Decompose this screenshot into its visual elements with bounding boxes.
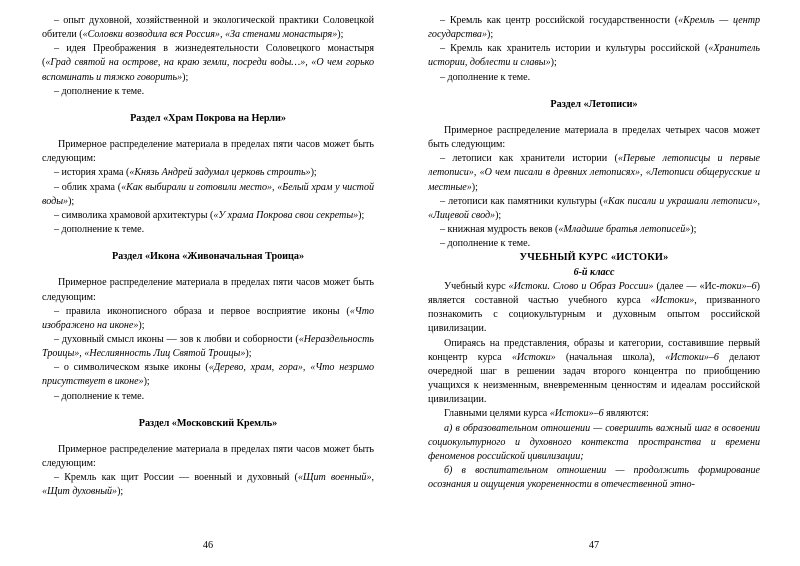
bullet-ikona-language	[42, 361, 374, 389]
bullet-hram-symbolism	[42, 209, 374, 223]
heading-ikona-troica: Раздел «Икона «Живоначальная Троица»	[111, 251, 305, 263]
text-italic-quote: «Хранитель истории, доблести и славы»	[428, 43, 760, 69]
text-italic-quote: «Младшие братья летописей»	[558, 224, 691, 236]
page-number-right: 47	[588, 540, 600, 551]
bullet-ikona-spiritual	[42, 333, 374, 361]
text-italic-title: «Истоки. Слово и Образ России»	[508, 280, 654, 292]
text-plain: );	[495, 209, 502, 221]
right-text-column	[428, 14, 760, 522]
course-paragraph-2	[428, 337, 760, 408]
intro-hram-pokrova: Примерное распределение материала в пределах пяти часов может быть следующим:	[42, 139, 374, 165]
bullet-ikona-addition: – дополнение к теме.	[54, 390, 145, 402]
text-plain: );	[690, 224, 697, 236]
text-plain: – идея Преображения в жизнедеятельности Соловецкого монастыря (	[42, 43, 374, 69]
intro-moskovskiy-kreml: Примерное распределение материала в пределах пяти часов может быть следующим:	[42, 443, 374, 470]
text-plain: – духовный смысл иконы — зов к любви и соборности (	[54, 333, 299, 345]
text-plain: – летописи как хранители истории (	[440, 153, 618, 165]
intro-letopisi: Примерное распределение материала в пределах четырех часов может быть следующим:	[428, 124, 760, 151]
text-plain: – история храма (	[54, 167, 130, 179]
text-plain: – символика храмовой архитектуры (	[54, 209, 214, 221]
bullet-letopisi-monuments	[428, 195, 760, 223]
text-plain: – облик храма (	[54, 181, 122, 193]
text-italic-quote: «Град святой на острове, на краю земли, посреди воды…», «О чем горько вспоминать и тяжко говорить»	[42, 57, 374, 83]
bullet-kreml-keeper	[428, 42, 760, 70]
text-italic-title: токи»–6	[719, 280, 757, 292]
text-plain: – летописи как памятники культуры (	[440, 195, 603, 207]
course-paragraph-3	[428, 407, 760, 421]
text-italic-quote: «Кремль — центр государства»	[428, 15, 760, 41]
page-number-left: 46	[202, 540, 214, 551]
text-plain: – книжная мудрость веков (	[440, 224, 559, 236]
text-plain: Опираясь на представления, образы и категории, составившие первый концентр курса	[428, 337, 760, 363]
course-title: УЧЕБНЫЙ КУРС «ИСТОКИ»	[519, 252, 669, 264]
course-paragraph-1	[428, 280, 760, 337]
bullet-letopisi-keepers	[428, 152, 760, 194]
text-plain: );	[550, 57, 557, 69]
course-subtitle: 6-й класс	[573, 266, 615, 278]
text-plain: – правила иконописного образа и первое восприятие иконы (	[54, 305, 350, 317]
text-plain: );	[337, 29, 344, 41]
text-italic-quote: «Дерево, храм, гора», «Что незримо присутствует в иконе»	[42, 362, 374, 388]
text-italic-quote: «Соловки возводила вся Россия», «За стенами монастыря»	[82, 29, 338, 41]
text-plain: , призванного познакомить с социокультурным и духовным опытом российской цивилизации.	[428, 295, 760, 335]
bullet-kreml-shield	[42, 471, 374, 499]
text-plain: – Кремль как щит России — военный и духовный (	[54, 472, 298, 484]
text-plain: );	[310, 167, 317, 179]
text-italic-quote: «У храма Покрова свои секреты»	[213, 209, 359, 221]
text-italic-title: «Истоки»	[511, 351, 556, 363]
text-plain: являются:	[603, 408, 649, 420]
text-italic-quote: «Как выбирали и готовили место», «Белый храм у чистой воды»	[42, 181, 374, 207]
text-italic-quote: «Что изображено на иконе»	[42, 305, 374, 331]
course-goal-b: б) в воспитательном отношении — продолжить формирование осознания и ощущения укорененности в отечественной этно-	[428, 464, 760, 491]
course-goal-a: а) в образовательном отношении — совершить важный шаг в освоении социокультурного и духовного контекста пространства и времени феноменов российской цивилизации;	[428, 422, 760, 462]
text-plain: – Кремль как хранитель истории и культуры российской (	[440, 43, 709, 55]
bullet-letopisi-addition: – дополнение к теме.	[440, 238, 531, 250]
text-plain: Главными целями курса	[444, 408, 550, 420]
bullet-hram-addition: – дополнение к теме.	[54, 224, 145, 236]
paragraph-solovki-experience	[42, 14, 374, 42]
text-italic-quote: «Как писали и украшали летописи», «Лицевой свод»	[428, 195, 760, 221]
heading-moskovskiy-kreml: Раздел «Московский Кремль»	[138, 417, 278, 429]
left-text-column	[42, 14, 374, 522]
text-italic-quote: «Щит военный», «Щит духовный»	[42, 472, 374, 498]
text-plain: – опыт духовной, хозяйственной и экологической практики Соловецкой обители (	[42, 15, 374, 41]
text-plain: – о символическом языке иконы (	[54, 362, 209, 374]
text-plain: (далее — «Ис-	[653, 280, 720, 292]
bullet-kreml-statehood	[428, 14, 760, 42]
heading-hram-pokrova: Раздел «Храм Покрова на Нерли»	[130, 112, 286, 124]
text-plain: – Кремль как центр российской государственности (	[440, 15, 679, 26]
text-plain: );	[358, 209, 365, 221]
text-italic-quote: «Князь Андрей задумал церковь строить»	[129, 167, 311, 179]
bullet-kreml-addition: – дополнение к теме.	[440, 71, 531, 83]
bullet-letopisi-wisdom	[428, 223, 760, 237]
bullet-hram-history	[42, 166, 374, 180]
page-right	[400, 0, 800, 566]
text-italic-title: «Истоки»–6	[665, 351, 719, 363]
text-plain: (начальная школа),	[555, 351, 666, 363]
text-italic-quote: «Нераздельность Троицы», «Неслиянность Лиц Святой Троицы»	[42, 333, 374, 360]
paragraph-solovki-addition: – дополнение к теме.	[54, 85, 145, 97]
text-italic-title: «Истоки»–6	[549, 408, 604, 420]
paragraph-solovki-transfiguration	[42, 42, 374, 84]
text-plain: );	[68, 195, 75, 207]
text-plain: делают очередной шаг в решении задач второго концентра по приобщению учащихся к неизменным, вневременным ценностям и идеалам российской цивилизации.	[428, 351, 760, 406]
intro-ikona-troica: Примерное распределение материала в пределах пяти часов может быть следующим:	[42, 277, 374, 303]
text-plain: );	[117, 486, 124, 498]
heading-letopisi: Раздел «Летописи»	[550, 98, 638, 110]
text-plain: );	[138, 319, 145, 331]
text-plain: );	[143, 376, 150, 388]
text-plain: );	[471, 181, 478, 193]
text-italic-title: «Истоки»	[650, 295, 695, 307]
text-plain: Учебный курс	[444, 280, 509, 292]
text-plain: );	[245, 348, 252, 360]
bullet-hram-appearance	[42, 181, 374, 209]
text-italic-quote: «Первые летописцы и первые летописи», «О чем писали в древних летописях», «Летописи общерусские и местные»	[428, 153, 760, 193]
text-plain: );	[182, 71, 189, 83]
bullet-ikona-rules	[42, 305, 374, 333]
text-plain: );	[486, 29, 494, 41]
text-plain: ) является составной частью учебного курса	[428, 280, 760, 307]
